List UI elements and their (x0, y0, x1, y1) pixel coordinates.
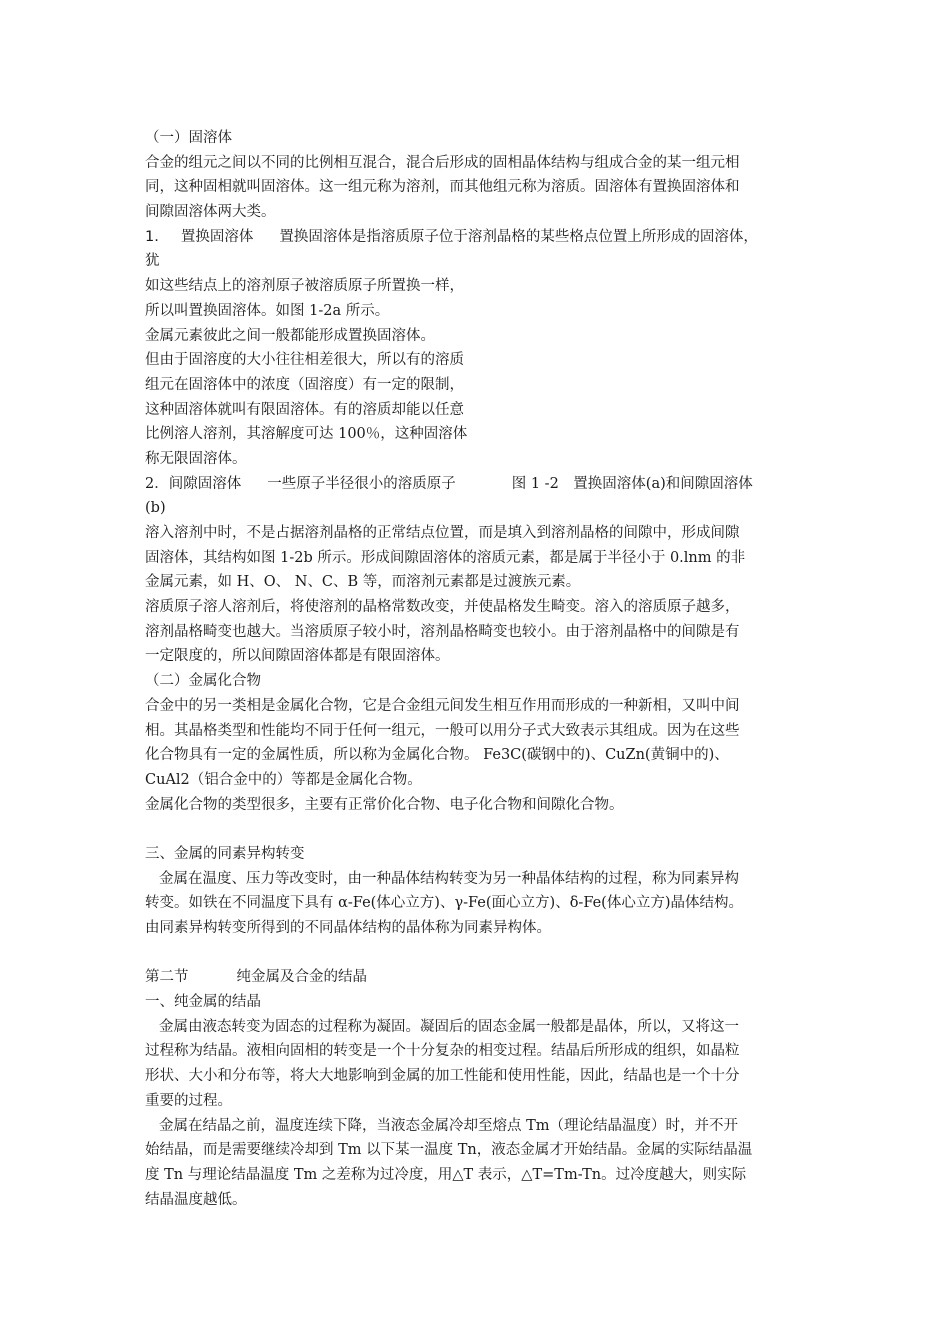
paragraph-line: 间隙固溶体两大类。 (145, 204, 276, 221)
paragraph-line: 始结晶，而是需要继续冷却到 Tm 以下某一温度 Tn，液态金属才开始结晶。金属的实际结晶温 (145, 1142, 753, 1159)
paragraph-line: 金属元素，如 H、O、 N、C、B 等，而溶剂元素都是过渡族元素。 (145, 574, 581, 591)
paragraph-line: 度 Tn 与理论结晶温度 Tm 之差称为过冷度，用△T 表示，△T=Tm-Tn。过冷度越大，则实际 (145, 1166, 747, 1183)
paragraph-line: 固溶体，其结构如图 1-2b 所示。形成间隙固溶体的溶质元素，都是属于半径小于 0.lnm 的非 (145, 549, 746, 566)
list-item-title: 置换固溶体 (180, 228, 254, 245)
document-page (145, 126, 825, 1212)
list-number: 1. (145, 228, 159, 245)
chapter-number: 第二节 (145, 969, 189, 986)
paragraph-line (145, 1114, 825, 1139)
section-heading-solid-solution: （一）固溶体 (145, 130, 232, 146)
paragraph-line: 同，这种固相就叫固溶体。这一组元称为溶剂，而其他组元称为溶质。固溶体有置换固溶体和 (145, 179, 740, 196)
blank-line (145, 817, 825, 842)
list-item-title: 2．间隙固溶体 (145, 475, 242, 492)
paragraph-line: 但由于固溶度的大小往往相差很大，所以有的溶质 (145, 352, 464, 369)
paragraph-line: 溶质原子溶人溶剂后，将使溶剂的晶格常数改变，并使晶格发生畸变。溶入的溶质原子越多， (145, 599, 740, 616)
list-item-substitutional (145, 225, 825, 250)
figure-caption-continuation: (b) (145, 500, 166, 517)
paragraph-line: 如这些结点上的溶剂原子被溶质原子所置换一样， (145, 278, 464, 295)
paragraph-text: 金属由液态转变为固态的过程称为凝固。凝固后的固态金属一般都是晶体，所以，又将这一 (159, 1018, 739, 1035)
paragraph-line: 称无限固溶体。 (145, 450, 247, 467)
paragraph-line: CuAl2（铝合金中的）等都是金属化合物。 (145, 771, 422, 788)
subsection-heading: 一、纯金属的结晶 (145, 994, 261, 1011)
blank-line (145, 941, 825, 966)
paragraph-line (145, 867, 825, 892)
paragraph-line: 结晶温度越低。 (145, 1191, 247, 1208)
paragraph-line: 相。其晶格类型和性能均不同于任何一组元，一般可以用分子式大致表示其组成。因为在这些 (145, 722, 740, 739)
figure-caption: 图 1 -2 置换固溶体(a)和间隙固溶体 (511, 475, 753, 492)
paragraph-line: 这种固溶体就叫有限固溶体。有的溶质却能以任意 (145, 401, 464, 418)
paragraph-line: 过程称为结晶。液相向固相的转变是一个十分复杂的相变过程。结晶后所形成的组织，如晶粒 (145, 1043, 740, 1060)
paragraph-line: 化合物具有一定的金属性质，所以称为金属化合物。 Fe3C(碳钢中的)、CuZn(黄铜中的)、 (145, 747, 729, 764)
list-item-text: 置换固溶体是指溶质原子位于溶剂晶格的某些格点位置上所形成的固溶体， (279, 228, 758, 245)
paragraph-line: 组元在固溶体中的浓度（固溶度）有一定的限制， (145, 376, 464, 393)
list-item-interstitial (145, 472, 825, 497)
paragraph-line: 犹 (145, 253, 160, 270)
paragraph-line: 重要的过程。 (145, 1092, 232, 1109)
paragraph-line (145, 1015, 825, 1040)
paragraph-line: 所以叫置换固溶体。如图 1-2a 所示。 (145, 302, 390, 319)
paragraph-line: 一定限度的，所以间隙固溶体都是有限固溶体。 (145, 648, 450, 665)
paragraph-line: 金属元素彼此之间一般都能形成置换固溶体。 (145, 327, 435, 344)
chapter-heading (145, 965, 825, 990)
paragraph-text: 金属在温度、压力等改变时，由一种晶体结构转变为另一种晶体结构的过程，称为同素异构 (159, 870, 739, 887)
paragraph-line: 合金中的另一类相是金属化合物，它是合金组元间发生相互作用而形成的一种新相，又叫中间 (145, 697, 740, 714)
paragraph-line: 合金的组元之间以不同的比例相互混合，混合后形成的固相晶体结构与组成合金的某一组元相 (145, 154, 740, 171)
paragraph-line: 比例溶人溶剂，其溶解度可达 100％，这种固溶体 (145, 426, 468, 443)
paragraph-line: 金属化合物的类型很多，主要有正常价化合物、电子化合物和间隙化合物。 (145, 796, 624, 813)
paragraph-line: 溶入溶剂中时，不是占据溶剂晶格的正常结点位置，而是填入到溶剂晶格的间隙中，形成间隙 (145, 525, 740, 541)
paragraph-text: 金属在结晶之前，温度连续下降，当液态金属冷却至熔点 Tm（理论结晶温度）时，并不开 (159, 1117, 739, 1134)
chapter-title: 纯金属及合金的结晶 (236, 969, 367, 986)
paragraph-line: 形状、大小和分布等，将大大地影响到金属的加工性能和使用性能，因此，结晶也是一个十分 (145, 1068, 740, 1085)
paragraph-line: 溶剂晶格畸变也越大。当溶质原子较小时，溶剂晶格畸变也较小。由于溶剂晶格中的间隙是有 (145, 623, 740, 640)
list-item-text: 一些原子半径很小的溶质原子 (267, 475, 456, 492)
paragraph-line: 转变。如铁在不同温度下具有 α-Fe(体心立方)、γ-Fe(面心立方)、δ-Fe(体心立方)晶体结构。 (145, 895, 743, 912)
paragraph-line: 由同素异构转变所得到的不同晶体结构的晶体称为同素异构体。 (145, 920, 551, 936)
section-heading-intermetallic: （二）金属化合物 (145, 673, 261, 690)
section-heading-allotropic: 三、金属的同素异构转变 (145, 845, 305, 862)
